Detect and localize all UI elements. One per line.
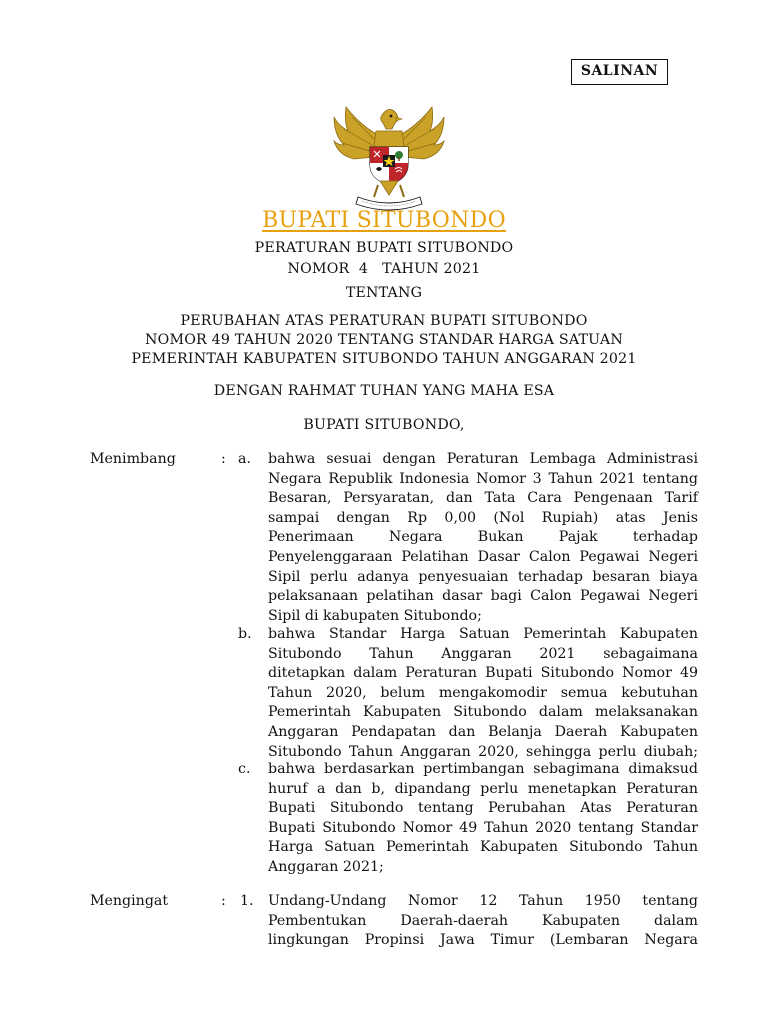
regent-title: BUPATI SITUBONDO (262, 208, 506, 233)
mengingat-item-1 (268, 892, 698, 951)
text-line: Harga Satuan Pemerintah Kabupaten Situbondo Tahun (268, 839, 698, 856)
item-marker-b: b. (238, 626, 252, 642)
item-marker-a: a. (238, 451, 251, 467)
text-line: ditetapkan dalam Peraturan Bupati Situbondo Nomor 49 (268, 665, 698, 682)
blessing-line: DENGAN RAHMAT TUHAN YANG MAHA ESA (213, 383, 555, 399)
text-line: sampai dengan Rp 0,00 (Nol Rupiah) atas Jenis (268, 509, 698, 526)
regulation-number: NOMOR 4 TAHUN 2021 (287, 261, 481, 277)
subject-line-2: NOMOR 49 TAHUN 2020 TENTANG STANDAR HARGA SATUAN (145, 332, 623, 348)
text-line: Penerimaan Negara Bukan Pajak terhadap (268, 529, 698, 546)
menimbang-item-a (268, 450, 698, 626)
text-line: lingkungan Propinsi Jawa Timur (Lembaran Negara (268, 932, 698, 949)
regulation-type: PERATURAN BUPATI SITUBONDO (254, 240, 514, 256)
menimbang-item-c (268, 760, 698, 878)
text-line: huruf a dan b, dipandang perlu menetapkan Peraturan (268, 780, 698, 797)
menimbang-colon: : (221, 451, 226, 467)
text-line: Negara Republik Indonesia Nomor 3 Tahun 2021 tentang (268, 470, 698, 487)
garuda-emblem (330, 105, 448, 215)
salinan-stamp: SALINAN (571, 59, 668, 85)
text-line: pelaksanaan pelatihan dasar bagi Calon Pegawai Negeri (268, 588, 698, 605)
menimbang-item-b (268, 625, 698, 762)
mengingat-label: Mengingat (90, 893, 169, 909)
about-heading: TENTANG (345, 285, 423, 301)
text-line: Sipil di kabupaten Situbondo; (268, 607, 482, 624)
text-line: Situbondo Tahun Anggaran 2021 sebagaimana (268, 645, 698, 662)
text-line: Besaran, Persyaratan, dan Tata Cara Pengenaan Tarif (268, 490, 698, 507)
text-line: Situbondo Tahun Anggaran 2020, sehingga perlu diubah; (268, 743, 698, 760)
subject-line-3: PEMERINTAH KABUPATEN SITUBONDO TAHUN ANGGARAN 2021 (131, 351, 637, 367)
text-line: Penyelenggaraan Pelatihan Dasar Calon Pegawai Negeri (268, 548, 698, 565)
text-line: bahwa Standar Harga Satuan Pemerintah Kabupaten (268, 626, 698, 642)
menimbang-label: Menimbang (90, 451, 176, 467)
text-line: bahwa sesuai dengan Peraturan Lembaga Administrasi (268, 451, 698, 467)
item-marker-c: c. (238, 761, 251, 777)
text-line: Bupati Situbondo tentang Perubahan Atas Peraturan (268, 800, 698, 817)
text-line: Tahun 2020, belum mengakomodir semua kebutuhan (268, 684, 698, 701)
text-line: Sipil perlu adanya penyesuaian terhadap besaran biaya (268, 568, 698, 585)
text-line: bahwa berdasarkan pertimbangan sebagimana dimaksud (268, 761, 698, 777)
text-line: Anggaran 2021; (268, 858, 384, 875)
official-line: BUPATI SITUBONDO, (303, 417, 465, 433)
text-line: Pembentukan Daerah-daerah Kabupaten dalam (268, 912, 698, 929)
text-line: Pemerintah Kabupaten Situbondo dalam melaksanakan (268, 704, 698, 721)
text-line: Bupati Situbondo Nomor 49 Tahun 2020 tentang Standar (268, 819, 698, 836)
text-line: Undang-Undang Nomor 12 Tahun 1950 tentang (268, 893, 698, 909)
item-marker-1: 1. (240, 893, 254, 909)
text-line: Anggaran Pendapatan dan Belanja Daerah Kabupaten (268, 723, 698, 740)
mengingat-colon: : (221, 893, 226, 909)
subject-line-1: PERUBAHAN ATAS PERATURAN BUPATI SITUBONDO (180, 313, 588, 329)
